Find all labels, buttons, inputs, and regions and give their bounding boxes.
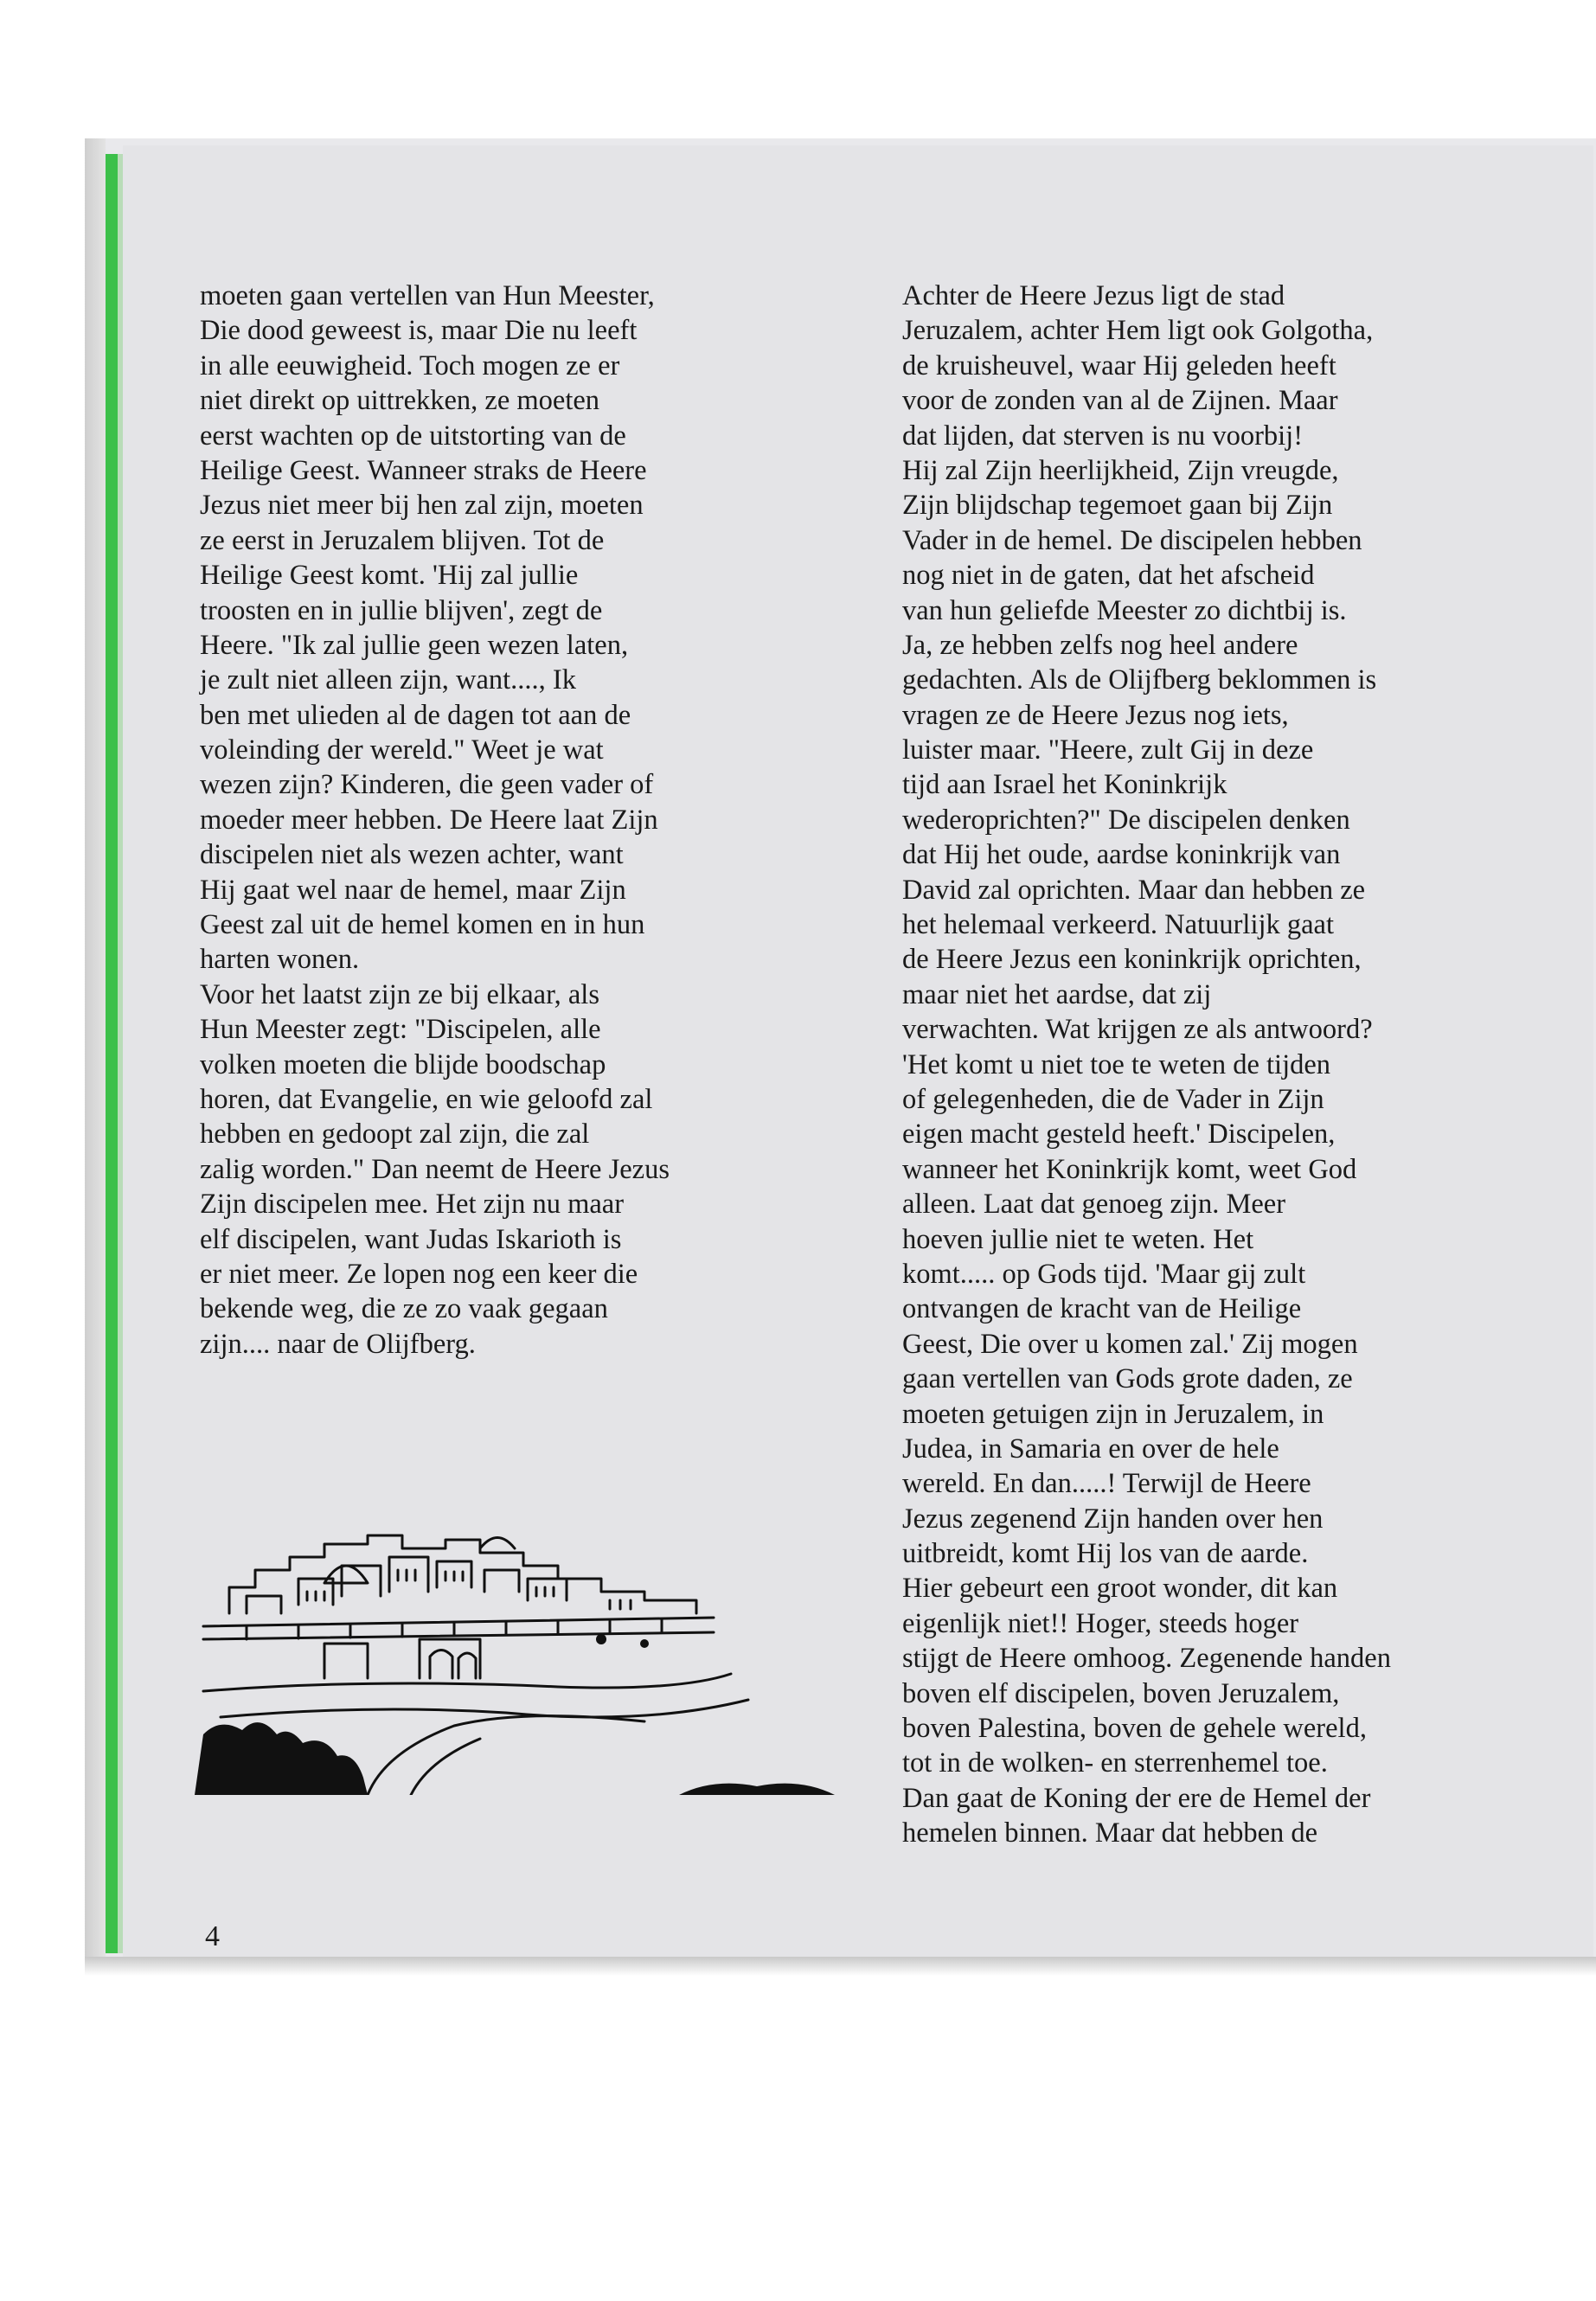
text-line: discipelen niet als wezen achter, want: [200, 839, 624, 871]
text-line: hebben en gedoopt zal zijn, die zal: [200, 1118, 590, 1150]
text-line: moeder meer hebben. De Heere laat Zijn: [200, 804, 658, 836]
text-line: tijd aan Israel het Koninkrijk: [902, 769, 1227, 801]
text-line: Jezus niet meer bij hen zal zijn, moeten: [200, 490, 644, 522]
text-line: Hun Meester zegt: "Discipelen, alle: [200, 1014, 601, 1046]
text-line: Zijn blijdschap tegemoet gaan bij Zijn: [902, 490, 1333, 522]
left-text-column: [200, 279, 857, 1362]
text-line: Heere. "Ik zal jullie geen wezen laten,: [200, 629, 629, 661]
text-line: stijgt de Heere omhoog. Zegenende handen: [902, 1643, 1391, 1675]
text-line: de Heere Jezus een koninkrijk oprichten,: [902, 944, 1362, 976]
text-line: uitbreidt, komt Hij los van de aarde.: [902, 1538, 1309, 1570]
bottom-shadow: [85, 1957, 1596, 1976]
text-line: wederoprichten?" De discipelen denken: [902, 804, 1350, 836]
text-line: er niet meer. Ze lopen nog een keer die: [200, 1258, 638, 1290]
text-line: van hun geliefde Meester zo dichtbij is.: [902, 594, 1347, 626]
text-line: Dan gaat de Koning der ere de Hemel der: [902, 1782, 1371, 1814]
book-edge-shadow: [85, 138, 106, 1964]
text-line: Vader in de hemel. De discipelen hebben: [902, 524, 1362, 556]
text-line: hoeven jullie niet te weten. Het: [902, 1223, 1254, 1255]
page-number: 4: [205, 1920, 220, 1952]
jerusalem-illustration: [195, 1518, 852, 1795]
text-line: Heilige Geest. Wanneer straks de Heere: [200, 454, 647, 486]
text-line: ze eerst in Jeruzalem blijven. Tot de: [200, 524, 605, 556]
text-line: troosten en in jullie blijven', zegt de: [200, 594, 603, 626]
text-line: Die dood geweest is, maar Die nu leeft: [200, 315, 638, 347]
green-page-edge: [106, 154, 118, 1953]
text-line: ontvangen de kracht van de Heilige: [902, 1293, 1302, 1325]
text-line: dat Hij het oude, aardse koninkrijk van: [902, 839, 1341, 871]
text-line: Achter de Heere Jezus ligt de stad: [902, 280, 1285, 311]
text-line: Geest zal uit de hemel komen en in hun: [200, 909, 645, 941]
text-line: komt..... op Gods tijd. 'Maar gij zult: [902, 1258, 1306, 1290]
text-line: harten wonen.: [200, 944, 360, 976]
text-line: hemelen binnen. Maar dat hebben de: [902, 1817, 1318, 1849]
text-line: het helemaal verkeerd. Natuurlijk gaat: [902, 909, 1335, 941]
text-line: Geest, Die over u komen zal.' Zij mogen: [902, 1328, 1358, 1360]
text-line: ben met ulieden al de dagen tot aan de: [200, 699, 631, 731]
text-line: Jeruzalem, achter Hem ligt ook Golgotha,: [902, 315, 1374, 347]
text-line: luister maar. "Heere, zult Gij in deze: [902, 734, 1314, 766]
text-line: volken moeten die blijde boodschap: [200, 1048, 606, 1080]
text-line: Hij gaat wel naar de hemel, maar Zijn: [200, 874, 626, 906]
text-line: David zal oprichten. Maar dan hebben ze: [902, 874, 1366, 906]
text-line: nog niet in de gaten, dat het afscheid: [902, 560, 1315, 592]
text-line: bekende weg, die ze zo vaak gegaan: [200, 1293, 608, 1325]
text-line: verwachten. Wat krijgen ze als antwoord?: [902, 1014, 1373, 1046]
text-line: moeten gaan vertellen van Hun Meester,: [200, 280, 655, 311]
text-line: Judea, in Samaria en over de hele: [902, 1433, 1279, 1465]
text-line: of gelegenheden, die de Vader in Zijn: [902, 1083, 1324, 1115]
right-text-column: [902, 279, 1586, 1851]
text-line: Voor het laatst zijn ze bij elkaar, als: [200, 978, 599, 1010]
text-line: Hij zal Zijn heerlijkheid, Zijn vreugde,: [902, 454, 1339, 486]
text-line: dat lijden, dat sterven is nu voorbij!: [902, 420, 1304, 452]
text-line: tot in de wolken- en sterrenhemel toe.: [902, 1747, 1328, 1779]
text-line: voleinding der wereld." Weet je wat: [200, 734, 604, 766]
text-line: voor de zonden van al de Zijnen. Maar: [902, 385, 1338, 417]
text-line: eerst wachten op de uitstorting van de: [200, 420, 626, 452]
text-line: moeten getuigen zijn in Jeruzalem, in: [902, 1398, 1324, 1430]
text-line: boven Palestina, boven de gehele wereld,: [902, 1713, 1367, 1745]
text-line: eigenlijk niet!! Hoger, steeds hoger: [902, 1607, 1299, 1639]
text-line: alleen. Laat dat genoeg zijn. Meer: [902, 1189, 1286, 1221]
text-line: de kruisheuvel, waar Hij geleden heeft: [902, 349, 1336, 381]
text-line: Jezus zegenend Zijn handen over hen: [902, 1503, 1324, 1535]
text-line: je zult niet alleen zijn, want...., Ik: [200, 664, 576, 696]
text-line: Heilige Geest komt. 'Hij zal jullie: [200, 560, 579, 592]
text-line: gedachten. Als de Olijfberg beklommen is: [902, 664, 1377, 696]
text-line: vragen ze de Heere Jezus nog iets,: [902, 699, 1289, 731]
text-line: zijn.... naar de Olijfberg.: [200, 1328, 476, 1360]
text-line: Zijn discipelen mee. Het zijn nu maar: [200, 1189, 625, 1221]
text-line: wanneer het Koninkrijk komt, weet God: [902, 1153, 1357, 1185]
text-line: gaan vertellen van Gods grote daden, ze: [902, 1363, 1353, 1395]
text-line: horen, dat Evangelie, en wie geloofd zal: [200, 1083, 653, 1115]
text-line: boven elf discipelen, boven Jeruzalem,: [902, 1677, 1340, 1709]
text-line: wezen zijn? Kinderen, die geen vader of: [200, 769, 654, 801]
text-line: Hier gebeurt een groot wonder, dit kan: [902, 1573, 1338, 1605]
text-line: eigen macht gesteld heeft.' Discipelen,: [902, 1118, 1336, 1150]
text-line: maar niet het aardse, dat zij: [902, 978, 1212, 1010]
text-line: zalig worden." Dan neemt de Heere Jezus: [200, 1153, 670, 1185]
text-line: in alle eeuwigheid. Toch mogen ze er: [200, 349, 620, 381]
text-line: niet direkt op uittrekken, ze moeten: [200, 385, 600, 417]
text-line: 'Het komt u niet toe te weten de tijden: [902, 1048, 1331, 1080]
text-line: wereld. En dan.....! Terwijl de Heere: [902, 1468, 1311, 1500]
text-line: Ja, ze hebben zelfs nog heel andere: [902, 629, 1298, 661]
text-line: elf discipelen, want Judas Iskarioth is: [200, 1223, 622, 1255]
